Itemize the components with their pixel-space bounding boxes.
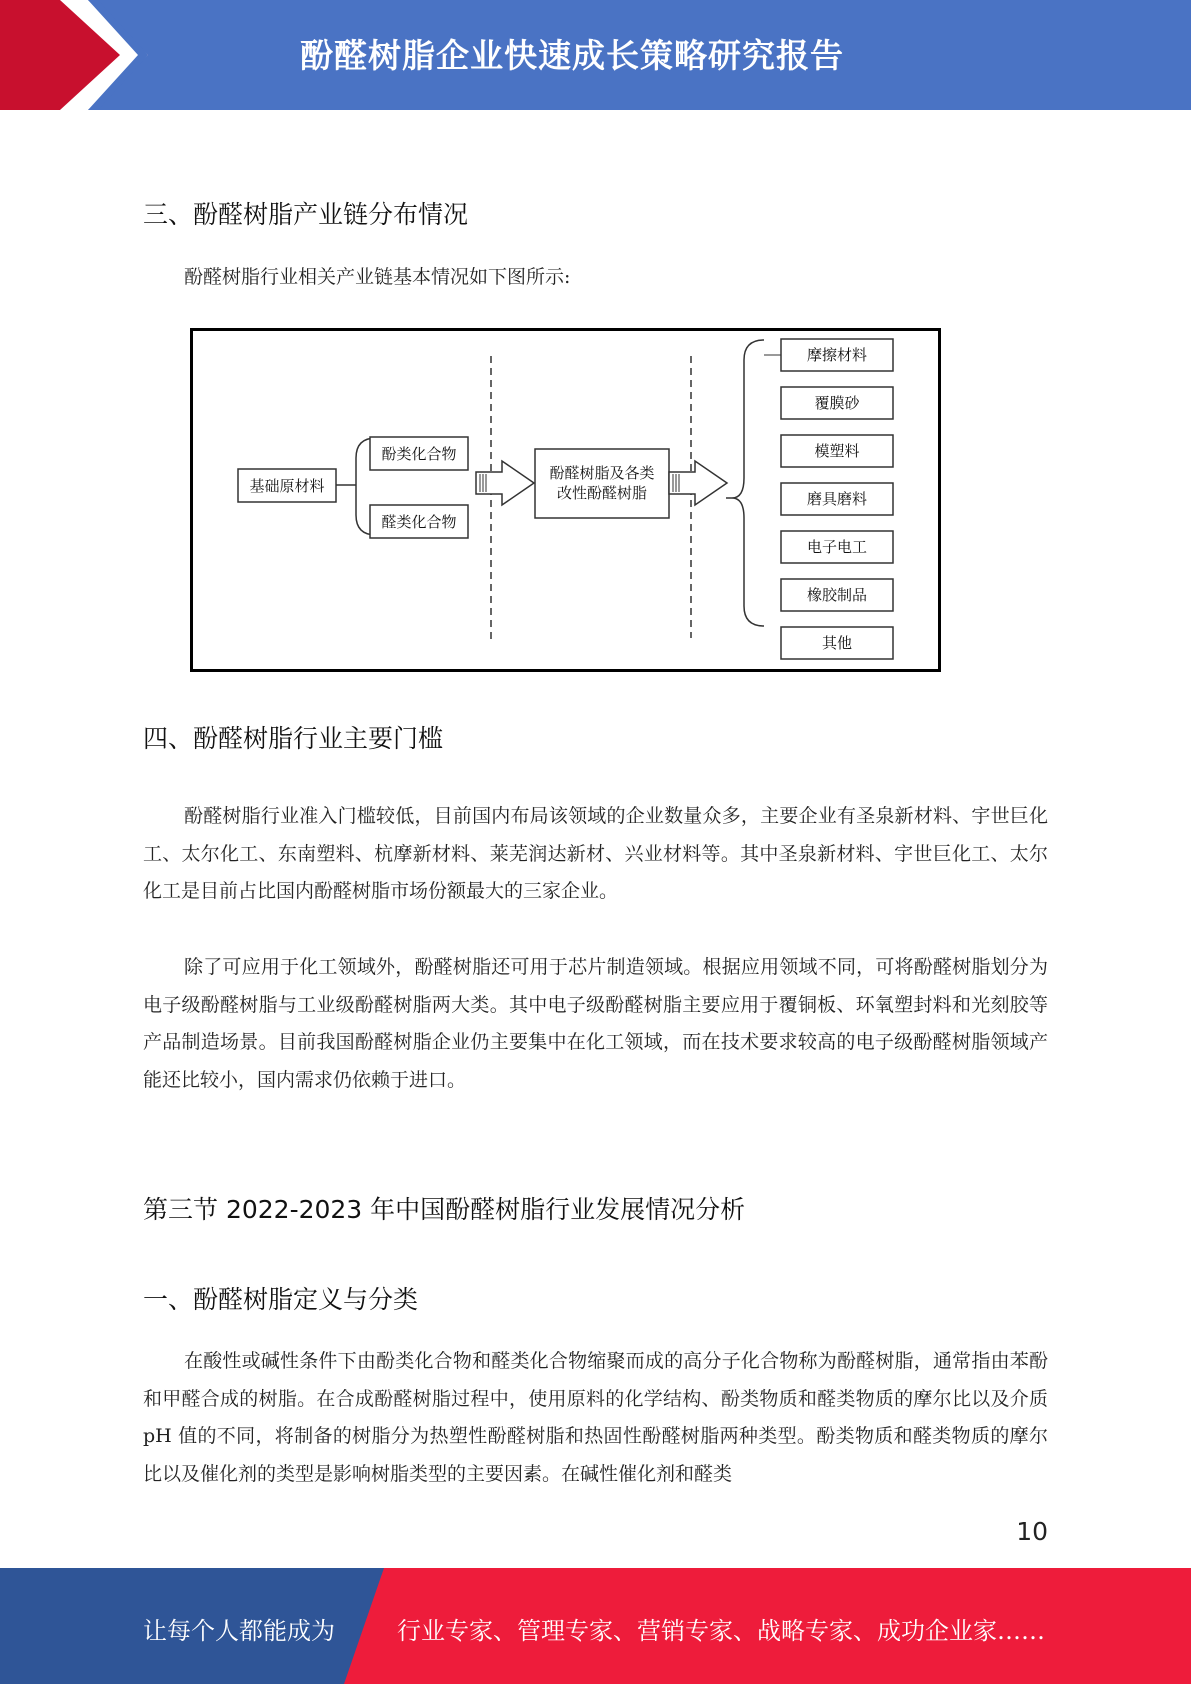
section-heading-definition: 一、酚醛树脂定义与分类 <box>143 1285 419 1314</box>
output-label: 橡胶制品 <box>806 586 868 604</box>
product-label-line2: 改性酚醛树脂 <box>556 484 648 502</box>
definition-paragraph: 在酸性或碱性条件下由酚类化合物和醛类化合物缩聚而成的高分子化合物称为酚醛树脂，通常指由苯酚和甲醛合成的树脂。在合成酚醛树脂过程中，使用原料的化学结构、酚类物质和醛类物质的摩尔比以及介质 pH 值的不同，将制备的树脂分为热塑性酚醛树脂和热固性酚醛树脂两种类型。酚类物质和醛类物质的摩尔比以及催化剂的类型是影响树脂类型的主要因素。在碱性催化剂和醛类 <box>143 1350 1048 1485</box>
footer-slogan-left: 让每个人都能成为 <box>143 1617 335 1645</box>
section-heading-barriers: 四、酚醛树脂行业主要门槛 <box>143 724 444 753</box>
section-heading-industry-chain: 三、酚醛树脂产业链分布情况 <box>143 200 469 229</box>
output-label: 覆膜砂 <box>814 394 860 412</box>
chapter-heading: 第三节 2022-2023 年中国酚醛树脂行业发展情况分析 <box>143 1195 746 1224</box>
base-material-label: 基础原材料 <box>249 477 325 495</box>
report-title: 酚醛树脂企业快速成长策略研究报告 <box>300 36 844 75</box>
input-label-aldehyde: 醛类化合物 <box>381 513 457 531</box>
input-label-phenol: 酚类化合物 <box>381 445 457 463</box>
output-brace <box>732 340 764 626</box>
output-label: 摩擦材料 <box>806 346 868 364</box>
barriers-paragraph-1: 酚醛树脂行业准入门槛较低，目前国内布局该领域的企业数量众多，主要企业有圣泉新材料、宇世巨化工、太尔化工、东南塑料、杭摩新材料、莱芜润达新材、兴业材料等。其中圣泉新材料、宇世巨化工、太尔化工是目前占比国内酚醛树脂市场份额最大的三家企业。 <box>143 805 1048 902</box>
barriers-paragraph-2: 除了可应用于化工领域外，酚醛树脂还可用于芯片制造领域。根据应用领域不同，可将酚醛树脂划分为电子级酚醛树脂与工业级酚醛树脂两大类。其中电子级酚醛树脂主要应用于覆铜板、环氧塑封料和光刻胶等产品制造场景。目前我国酚醛树脂企业仍主要集中在化工领域，而在技术要求较高的电子级酚醛树脂领域产能还比较小，国内需求仍依赖于进口。 <box>143 956 1048 1091</box>
page-number: 10 <box>1016 1517 1048 1546</box>
industry-chain-diagram <box>190 328 942 674</box>
output-label: 模塑料 <box>814 442 860 460</box>
output-label: 磨具磨料 <box>806 490 868 508</box>
output-list <box>781 339 893 659</box>
footer-slogan-right: 行业专家、管理专家、营销专家、战略专家、成功企业家…… <box>397 1617 1045 1645</box>
footer-banner <box>0 1568 1191 1684</box>
output-label: 其他 <box>821 634 853 652</box>
intro-paragraph: 酚醛树脂行业相关产业链基本情况如下图所示: <box>184 266 571 288</box>
arrow-right-icon <box>669 461 727 505</box>
output-label: 电子电工 <box>806 538 868 556</box>
arrow-right-icon <box>476 461 534 505</box>
header-banner <box>0 0 1191 110</box>
product-label-line1: 酚醛树脂及各类 <box>549 464 655 482</box>
